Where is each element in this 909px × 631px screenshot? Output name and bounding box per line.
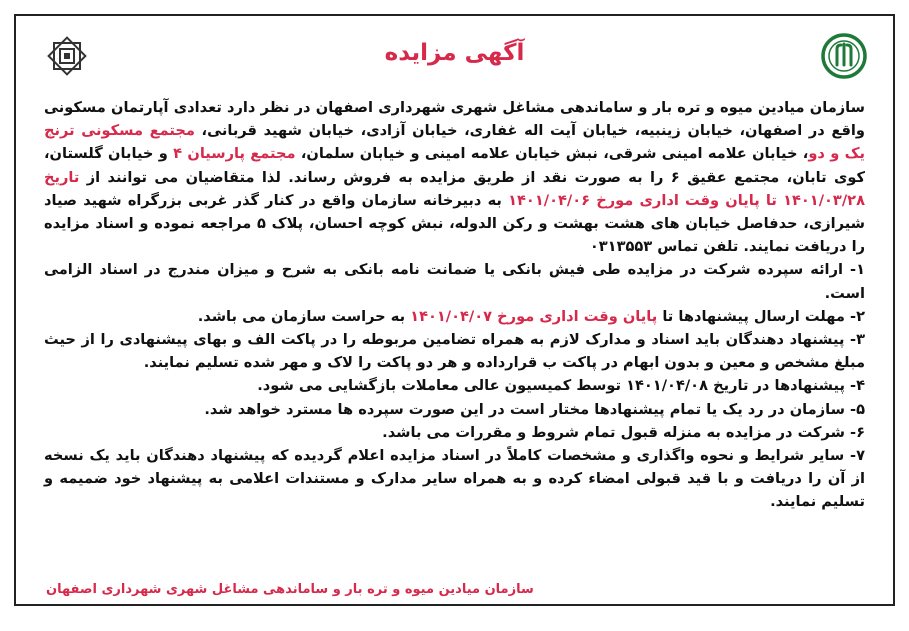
notice-frame	[14, 14, 895, 606]
condition-item-2-pre: ۲- مهلت ارسال پیشنهادها تا	[657, 307, 865, 325]
condition-item-2	[44, 305, 865, 328]
condition-item-7: ۷- سایر شرایط و نحوه واگذاری و مشخصات کاملاً در اسناد مزایده اعلام گردیده که پیشنهاد دهندگان باید یک نسخه از آن را دریافت و با قید قبولی امضاء کرده و به همراه سایر مدارک و مستندات اعلامی به پیشنهاد خود ضمیمه و تسلیم نمایند.	[44, 447, 865, 511]
notice-body	[44, 96, 865, 514]
condition-item-1: ۱- ارائه سپرده شرکت در مزایده طی فیش بانکی یا ضمانت نامه بانکی به شرح و میزان مندرج در اسناد الزامی است.	[44, 261, 865, 302]
condition-item-2-post: به حراست سازمان می باشد.	[197, 307, 411, 325]
condition-item-3: ۳- پیشنهاد دهندگان باید اسناد و مدارک لازم به همراه تضامین مربوطه را در پاکت الف و بهای پیشنهادی را از حیث مبلغ مشخص و معین و بدون ابهام در پاکت ب قرارداده و هر دو پاکت را لاک و مهر شده تسلیم نمایند.	[44, 331, 865, 372]
intro-highlight-date-range: تاریخ ۱۴۰۱/۰۳/۲۸ تا پایان وقت اداری مورخ ۱۴۰۱/۰۴/۰۶	[44, 168, 865, 209]
intro-text-4: به دبیرخانه سازمان واقع در کنار گذر غربی بزرگراه شهید صیاد شیرازی، حدفاصل خیابان های هشت بهشت و رکن الدوله، نبش کوچه احسان، پلاک ۵ مراجعه نموده و اسناد مزایده را دریافت نمایند. تلفن تماس ۰۳۱۳۵۵۳	[44, 191, 866, 256]
intro-highlight-complex-parsian: مجتمع پارسیان ۴	[173, 145, 296, 163]
condition-item-4: ۴- پیشنهادها در تاریخ ۱۴۰۱/۰۴/۰۸ توسط کمیسیون عالی معاملات بازگشایی می شود.	[257, 377, 865, 395]
intro-text-1: سازمان میادین میوه و تره بار و ساماندهی مشاغل شهری شهرداری اصفهان در نظر دارد تعدادی آپارتمان مسکونی واقع در اصفهان، خیابان زینبیه، خیابان آیت اله غفاری، خیابان آزادی، خیابان شهید قربانی،	[44, 99, 866, 140]
intro-highlight-complex-toranj: مجتمع مسکونی ترنج یک و دو	[44, 122, 866, 163]
intro-text-2: ، خیابان علامه امینی شرقی، نبش خیابان علامه امینی و خیابان سلمان،	[295, 145, 809, 163]
notice-title: آگهی مزایده	[384, 40, 525, 66]
condition-item-2-deadline: پایان وقت اداری مورخ ۱۴۰۱/۰۴/۰۷	[410, 307, 658, 325]
issuer-signature: سازمان میادین میوه و تره بار و ساماندهی مشاغل شهری شهرداری اصفهان	[46, 582, 534, 597]
intro-text-3: و خیابان گلستان، کوی تابان، مجتمع عقیق ۶ را به صورت نقد از طریق مزایده به فروش رساند. لذا متقاضیان می توانند از	[44, 145, 865, 186]
intro-paragraph	[44, 96, 865, 258]
condition-item-5: ۵- سازمان در رد یک یا تمام پیشنهادها مختار است در این صورت سپرده ها مسترد خواهد شد.	[204, 400, 865, 418]
condition-item-6: ۶- شرکت در مزایده به منزله قبول تمام شروط و مقررات می باشد.	[382, 423, 865, 441]
